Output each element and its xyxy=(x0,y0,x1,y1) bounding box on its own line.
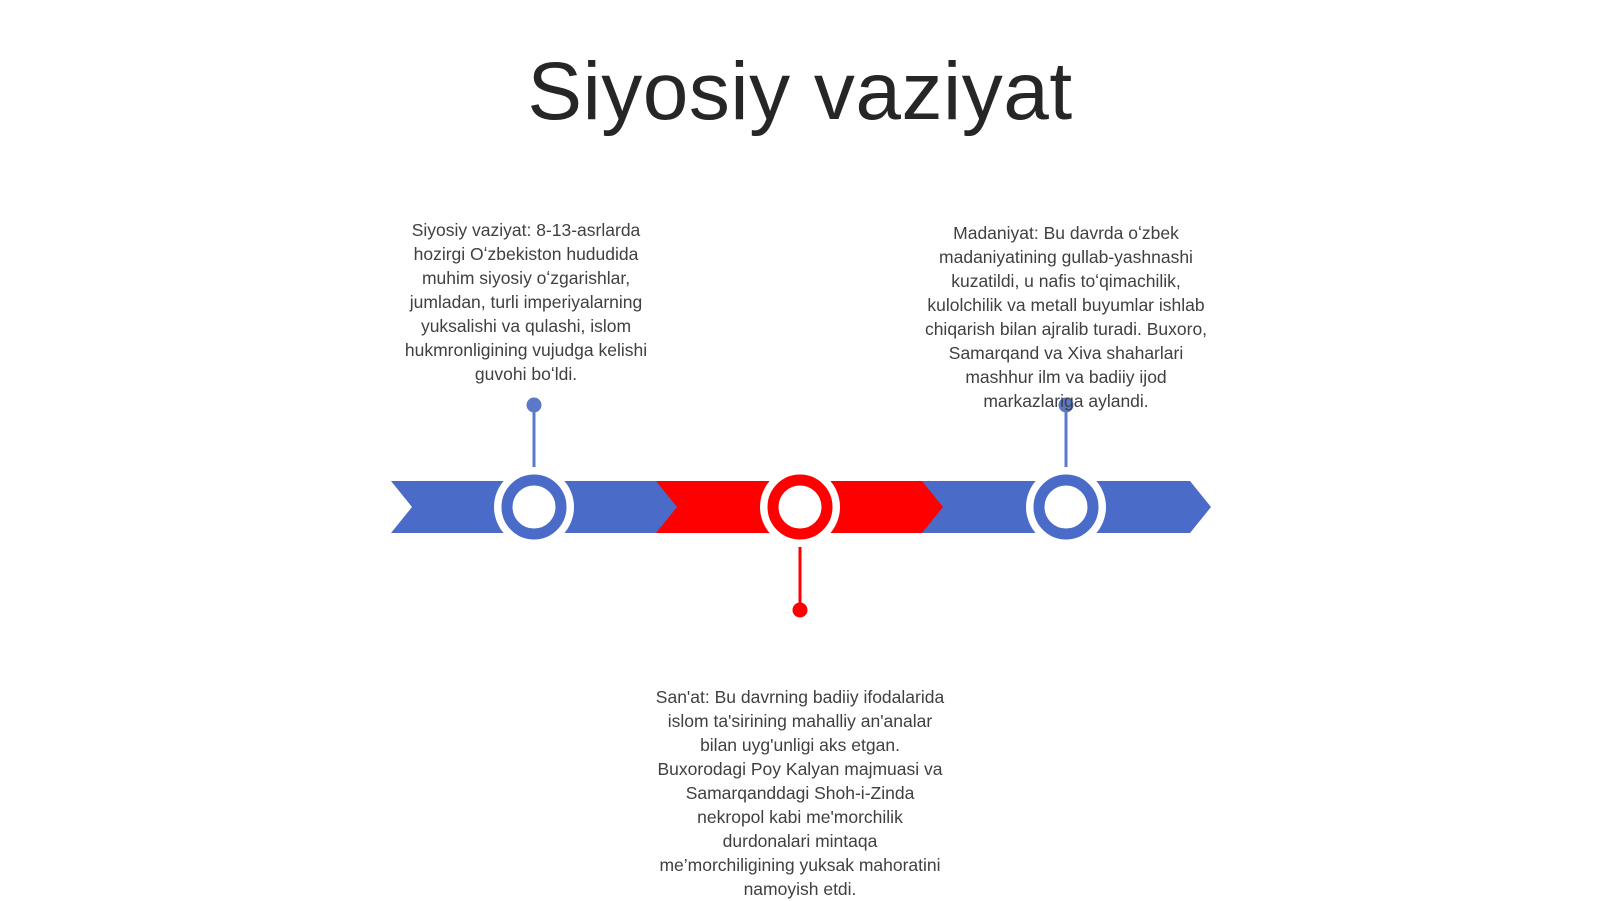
milestone-2-ring xyxy=(773,480,827,534)
milestone-2-dot xyxy=(793,603,808,618)
milestone-2-text: San'at: Bu davrning badiiy ifodalarida islom ta'sirining mahalliy an'analar bilan uyg'unligi aks etgan. Buxorodagi Poy Kalyan majmuasi va Samarqanddagi Shoh-i-Zinda nekropol kabi me'morchilik durdonalari mintaqa me’morchiligining yuksak mahoratini namoyish etdi. xyxy=(655,687,945,899)
slide-title: Siyosiy vaziyat xyxy=(527,46,1073,137)
milestone-1-marker xyxy=(494,398,574,548)
milestone-2-marker xyxy=(760,467,840,618)
milestone-1-dot xyxy=(527,398,542,413)
milestone-3-marker xyxy=(1026,398,1106,548)
milestone-1-ring xyxy=(507,480,561,534)
milestone-3-text: Madaniyat: Bu davrda oʻzbek madaniyatining gullab-yashnashi kuzatildi, u nafis toʻqimachilik, kulolchilik va metall buyumlar ishlab chiqarish bilan ajralib turadi. Buxoro, Samarqand va Xiva shaharlari mashhur ilm va badiiy ijod markazlariga aylandi. xyxy=(924,223,1208,411)
milestone-1-text: Siyosiy vaziyat: 8-13-asrlarda hozirgi Oʻzbekiston hududida muhim siyosiy oʻzgarishlar, jumladan, turli imperiyalarning yuksalishi va qulashi, islom hukmronligining vujudga kelishi guvohi boʻldi. xyxy=(404,220,648,384)
milestone-3-ring xyxy=(1039,480,1093,534)
